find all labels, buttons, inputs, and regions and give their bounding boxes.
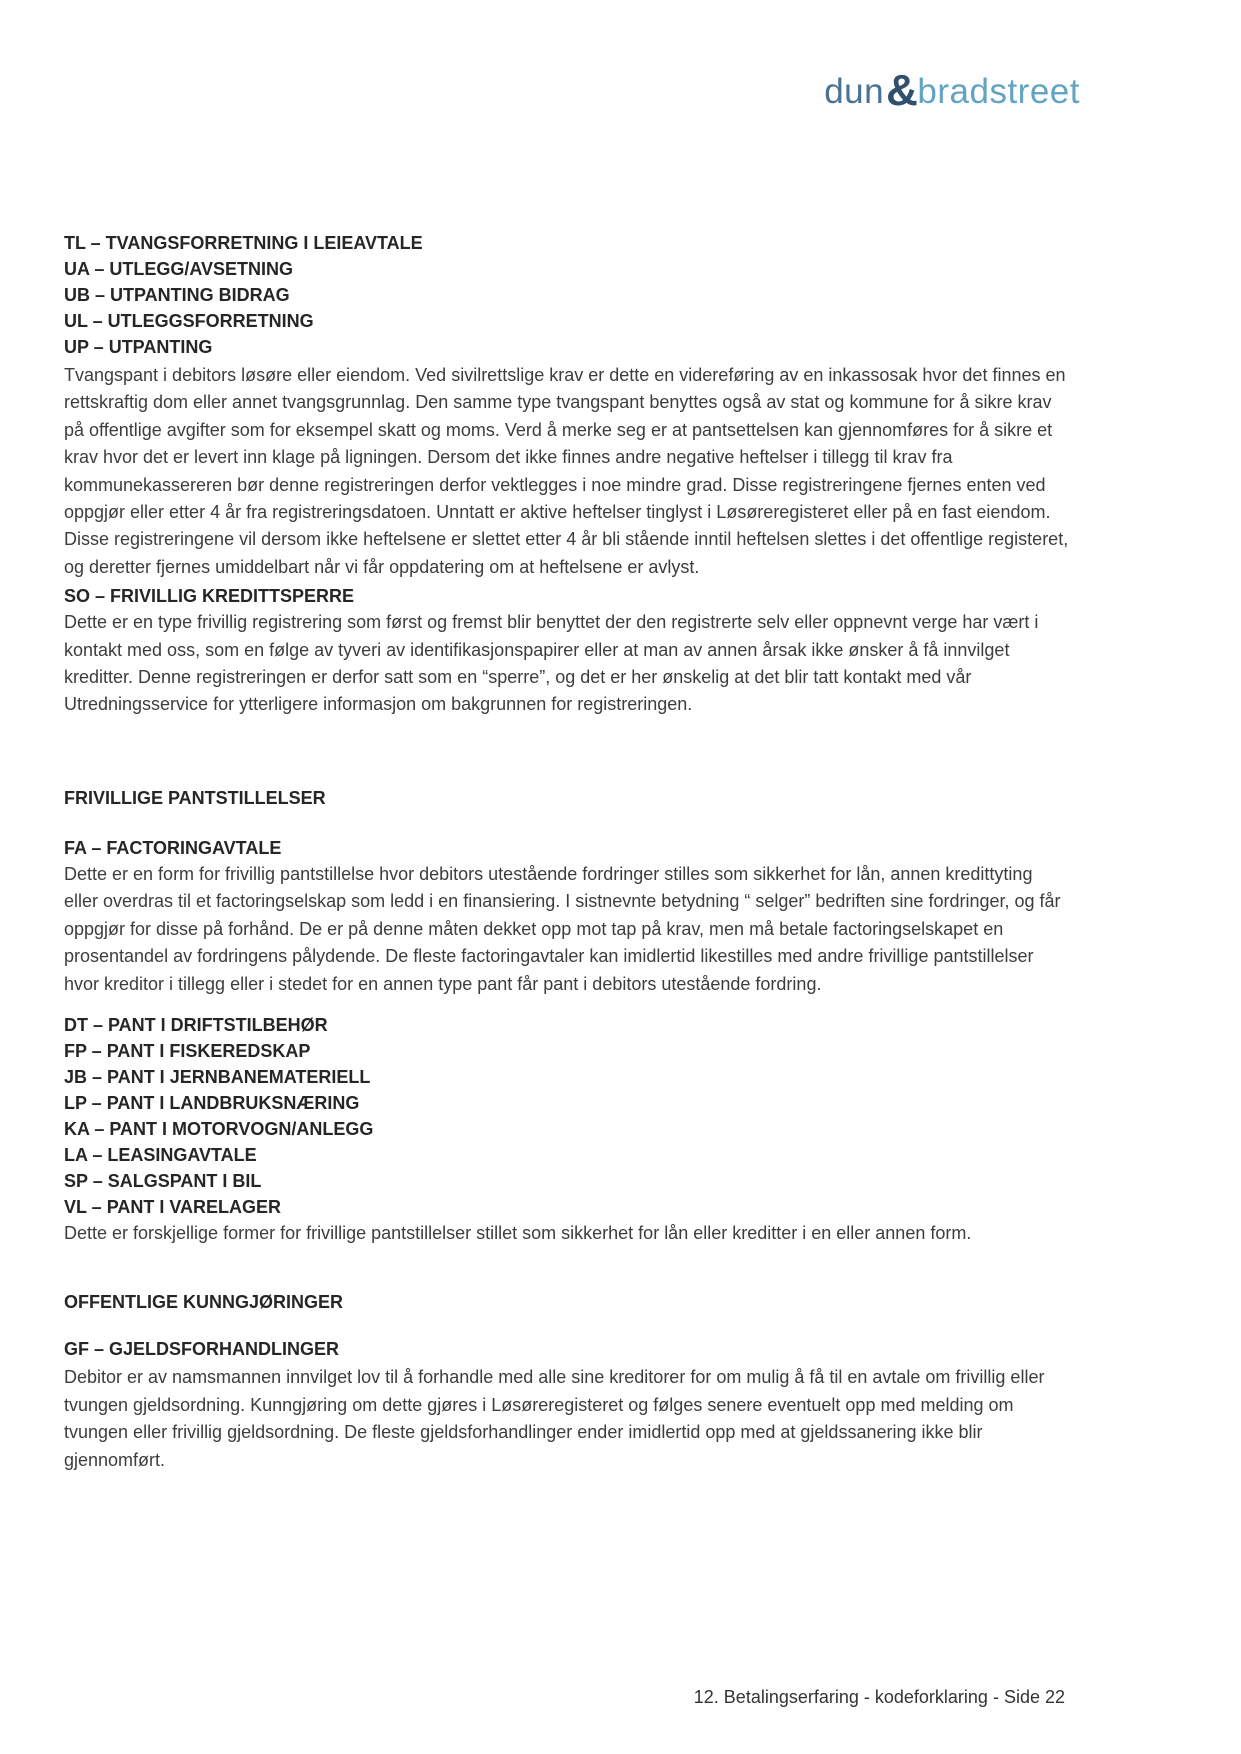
- code-heading-group: [64, 835, 1069, 861]
- logo-text-bradstreet: bradstreet: [917, 72, 1080, 111]
- paragraph: Dette er en type frivillig registrering som først og fremst blir benyttet der den registrerte selv eller oppnevnt verge har vært i kontakt med oss, som en følge av tyveri av identifikasjonspapirer eller at man av annen årsak ikke ønsker å få innvilget kreditter. Denne registreringen er derfor satt som en “sperre”, og det er her ønskelig at det blir tatt kontakt med vår Utredningsservice for ytterligere informasjon om bakgrunnen for registreringen.: [64, 612, 1039, 715]
- paragraph: Tvangspant i debitors løsøre eller eiendom. Ved sivilrettslige krav er dette en videreføring av en inkassosak hvor det finnes en rettskraftig dom eller annet tvangsgrunnlag. Den samme type tvangspant benyttes også av stat og kommune for å sikre krav på offentlige avgifter som for eksempel skatt og moms. Verd å merke seg er at pantsettelsen kan gjennomføres for å sikre et krav hvor det er levert inn klage på ligningen. Dersom det ikke finnes andre negative heftelser i tillegg til krav fra kommunekassereren bør denne registreringen derfor vektlegges i noe mindre grad. Disse registreringene fjernes enten ved oppgjør eller etter 4 år fra registreringsdatoen. Unntatt er aktive heftelser tinglyst i Løsøreregisteret eller på en fast eiendom. Disse registreringene vil dersom ikke heftelsene er slettet etter 4 år bli stående inntil heftelsen slettes i det offentlige registeret, og deretter fjernes umiddelbart når vi får oppdatering om at heftelsene er avlyst.: [64, 365, 1069, 577]
- code-heading: JB – PANT I JERNBANEMATERIELL: [64, 1066, 371, 1087]
- code-heading: SO – FRIVILLIG KREDITTSPERRE: [64, 586, 355, 607]
- code-heading-group: [64, 583, 1069, 609]
- code-heading-group: [64, 1336, 1069, 1362]
- code-heading-group: [64, 1012, 1069, 1220]
- paragraph: Dette er en form for frivillig pantstillelse hvor debitors utestående fordringer stilles som sikkerhet for lån, annen kredittyting eller overdras til et factoringselskap som ledd i en finansiering. I sistnevnte betydning “ selger” bedriften sine fordringer, og får oppgjør for disse på forhånd. De er på denne måten dekket opp mot tap på krav, men må betale factoringselskapet en prosentandel av fordringens pålydende. De fleste factoringavtaler kan imidlertid likestilles med andre frivillige pantstillelser hvor kreditor i tillegg eller i stedet for en annen type pant får pant i debitors utestående fordring.: [64, 863, 1061, 994]
- section-title: FRIVILLIGE PANTSTILLELSER: [64, 787, 326, 808]
- page-content: [64, 0, 1069, 1474]
- code-heading: UP – UTPANTING: [64, 337, 213, 357]
- code-heading: LA – LEASINGAVTALE: [64, 1144, 257, 1165]
- code-heading: TL – TVANGSFORRETNING I LEIEAVTALE: [64, 233, 423, 253]
- code-heading: FP – PANT I FISKEREDSKAP: [64, 1040, 311, 1061]
- code-heading: FA – FACTORINGAVTALE: [64, 837, 282, 858]
- section-title: OFFENTLIGE KUNNGJØRINGER: [64, 1292, 344, 1313]
- code-heading: GF – GJELDSFORHANDLINGER: [64, 1339, 340, 1360]
- page-footer: 12. Betalingserfaring - kodeforklaring - Side 22: [693, 1687, 1065, 1707]
- code-heading-group: [64, 230, 1069, 360]
- code-heading: UA – UTLEGG/AVSETNING: [64, 259, 294, 279]
- code-heading: SP – SALGSPANT I BIL: [64, 1170, 262, 1191]
- code-heading: VL – PANT I VARELAGER: [64, 1196, 282, 1217]
- code-heading: DT – PANT I DRIFTSTILBEHØR: [64, 1014, 328, 1035]
- paragraph: Dette er forskjellige former for frivillige pantstillelser stillet som sikkerhet for lån eller kreditter i en eller annen form.: [64, 1222, 972, 1243]
- code-heading: KA – PANT I MOTORVOGN/ANLEGG: [64, 1118, 374, 1139]
- paragraph: Debitor er av namsmannen innvilget lov til å forhandle med alle sine kreditorer for om mulig å få til en avtale om frivillig eller tvungen gjeldsordning. Kunngjøring om dette gjøres i Løsøreregisteret og følges senere eventuelt opp med melding om tvungen eller frivillig gjeldsordning. De fleste gjeldsforhandlinger ender imidlertid opp med at gjeldssanering ikke blir gjennomført.: [64, 1367, 1045, 1470]
- logo-text-dun: dun: [824, 72, 885, 111]
- logo-ampersand-icon: &: [886, 66, 919, 115]
- code-heading: LP – PANT I LANDBRUKSNÆRING: [64, 1092, 360, 1113]
- code-heading: UB – UTPANTING BIDRAG: [64, 285, 290, 305]
- code-heading: UL – UTLEGGSFORRETNING: [64, 311, 314, 331]
